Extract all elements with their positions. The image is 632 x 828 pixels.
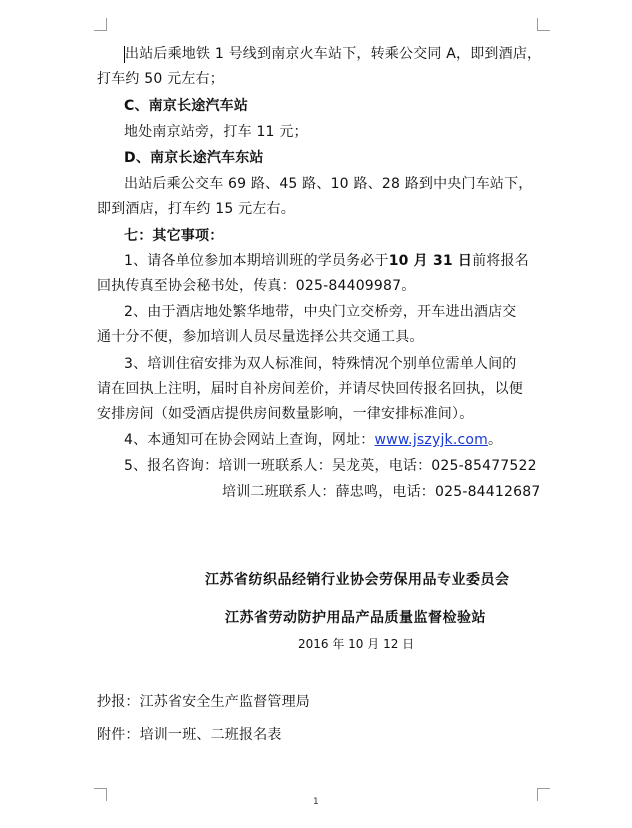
crop-mark-bottom-right — [537, 788, 550, 801]
body-line: 请在回执上注明，届时自补房间差价，并请尽快回传报名回执，以便 — [97, 381, 523, 397]
body-line: 回执传真至协会秘书处，传真：025-84409987。 — [97, 278, 416, 294]
item-3-line: 3、培训住宿安排为双人标准间，特殊情况个别单位需单人间的 — [124, 356, 517, 372]
body-line: 通十分不便，参加培训人员尽量选择公共交通工具。 — [97, 329, 424, 345]
attachment-line: 附件：培训一班、二班报名表 — [97, 727, 282, 743]
item-1-text: 1、请各单位参加本期培训班的学员务必于 — [124, 253, 389, 269]
item-5-line: 5、报名咨询：培训一班联系人：吴龙英，电话：025-85477522 — [124, 458, 537, 474]
item-1-line — [124, 252, 529, 270]
crop-mark-top-left — [94, 18, 107, 31]
page-number: 1 — [313, 797, 319, 807]
crop-mark-top-right — [537, 18, 550, 31]
item-4-text: 4、本通知可在协会网站上查询，网址： — [124, 432, 375, 448]
section-heading-other: 七：其它事项： — [124, 228, 224, 244]
crop-mark-bottom-left — [94, 788, 107, 801]
item-4-line — [124, 431, 502, 449]
item-4-period: 。 — [488, 432, 503, 448]
website-link[interactable]: www.jszyjk.com — [374, 432, 488, 448]
section-heading-d: D、南京长途汽车东站 — [124, 150, 264, 166]
body-line: 出站后乘地铁 1 号线到南京火车站下，转乘公交同 A，即到酒店， — [125, 46, 542, 62]
signature-org-2: 江苏省劳动防护用品产品质量监督检验站 — [225, 610, 486, 626]
signature-date: 2016 年 10 月 12 日 — [298, 637, 415, 651]
body-line: 出站后乘公交车 69 路、45 路、10 路、28 路到中央门车站下， — [124, 176, 533, 192]
body-line: 地处南京站旁，打车 11 元； — [124, 124, 308, 140]
contact-line-2: 培训二班联系人：薛忠鸣，电话：025-84412687 — [222, 484, 541, 500]
signature-org-1: 江苏省纺织品经销行业协会劳保用品专业委员会 — [205, 572, 510, 588]
cc-line: 抄报：江苏省安全生产监督管理局 — [97, 694, 310, 710]
body-line: 即到酒店，打车约 15 元左右。 — [97, 201, 295, 217]
section-heading-c: C、南京长途汽车站 — [124, 98, 249, 114]
body-line: 打车约 50 元左右； — [97, 71, 224, 87]
item-2-line: 2、由于酒店地处繁华地带，中央门立交桥旁，开车进出酒店交 — [124, 304, 517, 320]
item-1-text-end: 前将报名 — [472, 253, 529, 269]
body-line: 安排房间（如受酒店提供房间数量影响，一律安排标准间）。 — [97, 406, 474, 422]
deadline-date: 10 月 31 日 — [388, 253, 473, 269]
